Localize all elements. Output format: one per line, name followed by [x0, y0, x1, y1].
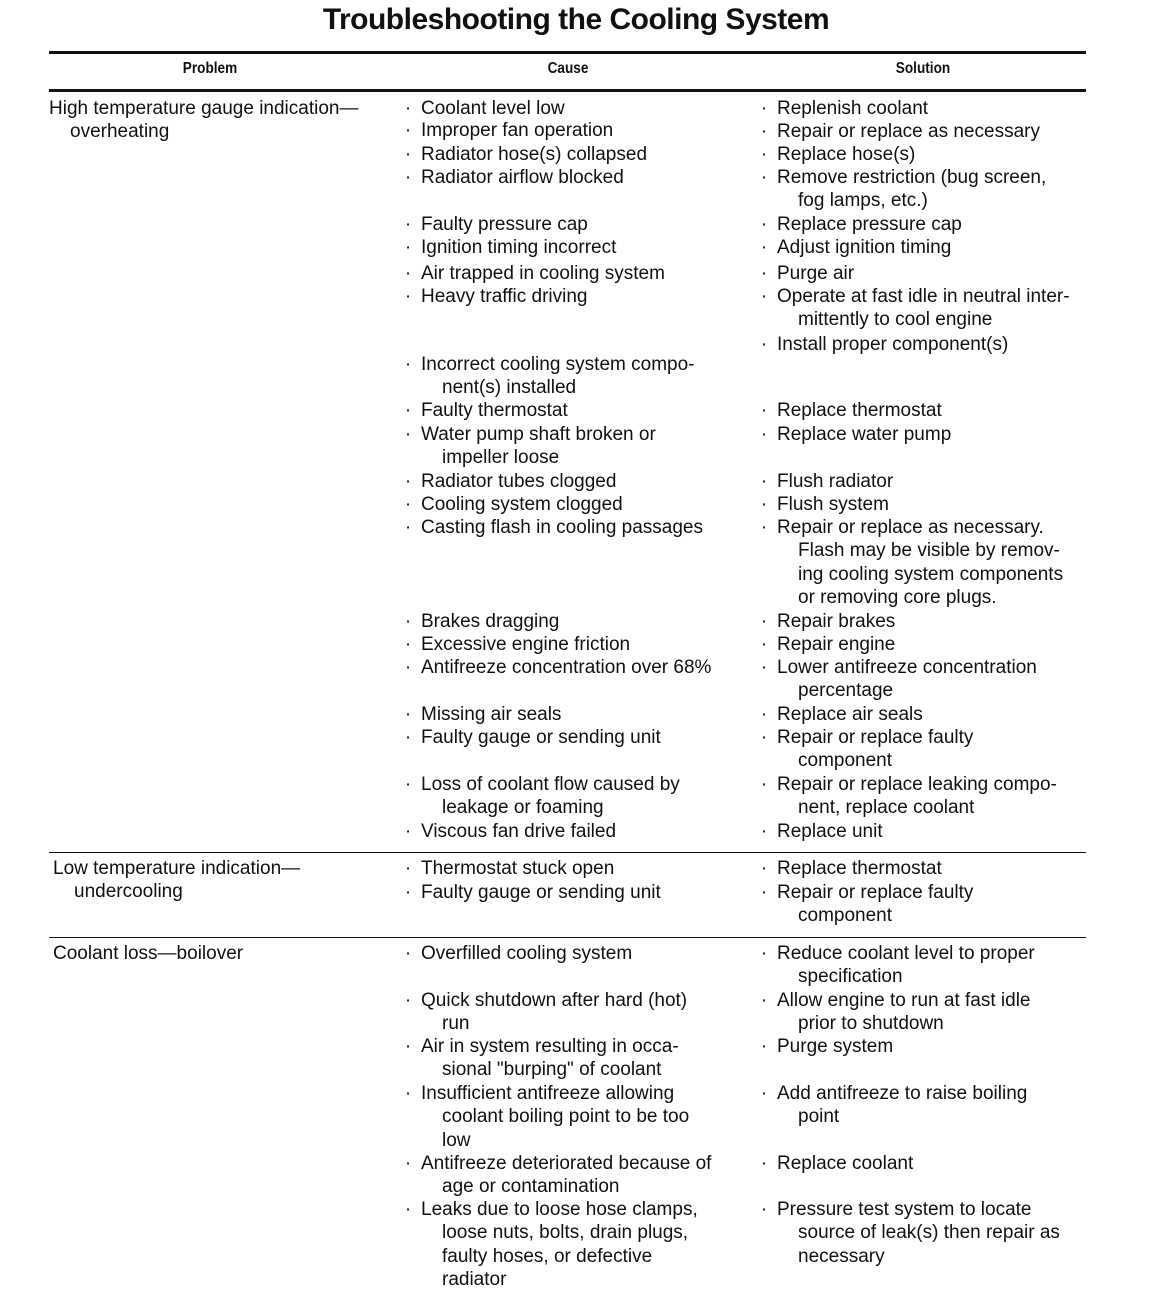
bullet-icon: · [760, 263, 768, 284]
solution-item-line [760, 308, 992, 331]
cause-item-line [404, 1035, 679, 1058]
bullet-icon: · [760, 1036, 768, 1057]
cause-item-line [404, 633, 630, 656]
bullet-icon: · [404, 1153, 412, 1174]
cause-item-line [404, 446, 559, 469]
solution-item-line [760, 1035, 893, 1058]
solution-item-text: component [798, 905, 893, 927]
cause-item-text: Faulty gauge or sending unit [421, 882, 661, 903]
cause-item-line [404, 820, 616, 843]
bullet-icon: · [760, 334, 768, 355]
cause-item-text: Insufficient antifreeze allowing [421, 1083, 675, 1104]
solution-item-line [760, 904, 892, 927]
cause-item-text: Radiator hose(s) collapsed [421, 144, 648, 165]
bullet-icon: · [404, 424, 412, 445]
solution-item-text: necessary [798, 1245, 885, 1267]
cause-item-line [404, 703, 561, 726]
problem-text: High temperature gauge indication— [49, 98, 359, 119]
solution-item-text: Replace coolant [777, 1153, 914, 1174]
solution-item-text: Repair or replace faulty [777, 727, 974, 748]
solution-item-text: Replenish coolant [777, 98, 929, 119]
solution-item-line [760, 236, 951, 259]
bullet-icon: · [404, 263, 412, 284]
solution-item-line [760, 399, 942, 422]
solution-item-line [760, 857, 942, 880]
bullet-icon: · [760, 1153, 768, 1174]
solution-item-line [760, 726, 973, 749]
solution-item-text: Pressure test system to locate [777, 1199, 1032, 1220]
solution-item-text: Purge air [777, 263, 855, 284]
solution-item-text: component [798, 750, 893, 772]
bullet-icon: · [760, 286, 768, 307]
solution-item-text: Flush system [777, 494, 889, 515]
problem-text: Low temperature indication— [53, 858, 301, 879]
bullet-icon: · [760, 517, 768, 538]
bullet-icon: · [404, 120, 412, 141]
solution-item-line [760, 656, 1037, 679]
solution-item-line [760, 97, 928, 120]
cause-item-line [404, 423, 656, 446]
bullet-icon: · [404, 494, 412, 515]
solution-item-text: Replace thermostat [777, 400, 942, 421]
solution-item-line [760, 189, 928, 212]
bullet-icon: · [404, 1083, 412, 1104]
bullet-icon: · [760, 214, 768, 235]
solution-item-text: Flush radiator [777, 471, 894, 492]
cause-item-text: Cooling system clogged [421, 494, 623, 515]
cause-item-text: Faulty thermostat [421, 400, 568, 421]
solution-item-line [760, 820, 883, 843]
bullet-icon: · [760, 943, 768, 964]
cause-item-line [404, 1105, 689, 1128]
bullet-icon: · [404, 98, 412, 119]
solution-item-line [760, 120, 1040, 143]
solution-item-line [760, 563, 1063, 586]
cause-item-line [404, 857, 614, 880]
solution-item-line [760, 1012, 944, 1035]
bullet-icon: · [404, 774, 412, 795]
solution-item-text: Repair or replace as necessary [777, 121, 1040, 142]
header-cause: Cause [547, 60, 589, 77]
solution-item-line [760, 262, 854, 285]
solution-item-line [760, 965, 903, 988]
bullet-icon: · [404, 1036, 412, 1057]
cause-item-line [404, 942, 632, 965]
solution-item-line [760, 679, 893, 702]
cause-item-line [404, 353, 695, 376]
cause-item-line [404, 881, 661, 904]
cause-item-line [404, 470, 616, 493]
solution-item-text: source of leak(s) then repair as [798, 1222, 1060, 1244]
solution-item-line [760, 796, 974, 819]
cause-item-text: Loss of coolant flow caused by [421, 774, 680, 795]
cause-item-text: Thermostat stuck open [421, 858, 615, 879]
bullet-icon: · [404, 286, 412, 307]
solution-item-text: Repair or replace as necessary. [777, 517, 1044, 538]
cause-item-line [404, 262, 665, 285]
solution-item-text: Remove restriction (bug screen, [777, 167, 1047, 188]
bullet-icon: · [760, 98, 768, 119]
cause-item-text: Viscous fan drive failed [421, 821, 617, 842]
cause-item-line [404, 1221, 688, 1244]
bullet-icon: · [760, 821, 768, 842]
bullet-icon: · [404, 657, 412, 678]
cause-item-text: Faulty gauge or sending unit [421, 727, 661, 748]
cause-item-line [404, 726, 661, 749]
cause-item-text: Radiator tubes clogged [421, 471, 617, 492]
bullet-icon: · [760, 727, 768, 748]
cause-item-line [404, 610, 559, 633]
cause-item-line [404, 773, 680, 796]
solution-item-line [760, 703, 923, 726]
cause-item-text: radiator [442, 1268, 507, 1290]
solution-item-line [760, 423, 951, 446]
cause-item-text: impeller loose [442, 447, 560, 469]
solution-item-line [760, 213, 962, 236]
bullet-icon: · [404, 727, 412, 748]
bullet-icon: · [760, 1199, 768, 1220]
solution-item-line [760, 633, 895, 656]
bullet-icon: · [760, 657, 768, 678]
bullet-icon: · [404, 144, 412, 165]
cause-item-line [404, 1152, 711, 1175]
cause-item-line [404, 1268, 506, 1291]
solution-item-line [760, 881, 973, 904]
solution-item-text: point [798, 1106, 840, 1128]
cause-item-text: Water pump shaft broken or [421, 424, 656, 445]
solution-item-line [760, 1245, 885, 1268]
cause-item-text: Air in system resulting in occa- [421, 1036, 679, 1057]
cause-item-line [404, 143, 647, 166]
bullet-icon: · [760, 634, 768, 655]
solution-item-text: Allow engine to run at fast idle [777, 990, 1031, 1011]
bullet-icon: · [404, 634, 412, 655]
bullet-icon: · [404, 1199, 412, 1220]
solution-item-text: Repair engine [777, 634, 896, 655]
cause-item-line [404, 493, 623, 516]
bullet-icon: · [760, 471, 768, 492]
solution-item-line [760, 749, 892, 772]
cause-item-line [404, 166, 624, 189]
bullet-icon: · [760, 704, 768, 725]
cause-item-text: Ignition timing incorrect [421, 237, 617, 258]
cause-item-line [404, 236, 616, 259]
cause-item-line [404, 656, 711, 679]
solution-item-line [760, 773, 1057, 796]
solution-item-text: Operate at fast idle in neutral inter- [777, 286, 1070, 307]
cause-item-text: sional "burping" of coolant [442, 1059, 662, 1081]
cause-item-text: Excessive engine friction [421, 634, 631, 655]
bullet-icon: · [404, 990, 412, 1011]
row-divider [49, 937, 1086, 938]
top-rule [49, 51, 1086, 54]
solution-item-text: Adjust ignition timing [777, 237, 952, 258]
solution-item-line [760, 989, 1031, 1012]
solution-item-text: nent, replace coolant [798, 797, 975, 819]
solution-item-text: ing cooling system components [798, 563, 1064, 585]
cause-item-line [404, 1058, 661, 1081]
solution-item-line [760, 285, 1070, 308]
problem-text: undercooling [74, 881, 183, 903]
bullet-icon: · [404, 821, 412, 842]
solution-item-line [760, 539, 1060, 562]
bullet-icon: · [760, 144, 768, 165]
cause-item-text: Antifreeze concentration over 68% [421, 657, 712, 678]
cause-item-text: run [442, 1013, 470, 1035]
solution-item-text: Replace unit [777, 821, 883, 842]
bullet-icon: · [760, 400, 768, 421]
bullet-icon: · [404, 237, 412, 258]
bullet-icon: · [760, 1083, 768, 1104]
bullet-icon: · [760, 858, 768, 879]
solution-item-line [760, 333, 1008, 356]
solution-item-line [760, 143, 915, 166]
cause-item-text: Heavy traffic driving [421, 286, 588, 307]
bullet-icon: · [404, 167, 412, 188]
solution-item-line [760, 586, 997, 609]
solution-item-line [760, 470, 893, 493]
bullet-icon: · [404, 214, 412, 235]
bullet-icon: · [404, 471, 412, 492]
cause-item-text: age or contamination [442, 1176, 620, 1198]
page-title: Troubleshooting the Cooling System [322, 3, 830, 36]
cause-item-text: Quick shutdown after hard (hot) [421, 990, 688, 1011]
solution-item-line [760, 166, 1046, 189]
solution-item-text: Repair brakes [777, 611, 896, 632]
cause-item-text: nent(s) installed [442, 377, 577, 399]
solution-item-text: mittently to cool engine [798, 309, 993, 331]
cause-item-line [404, 1012, 469, 1035]
solution-item-line [760, 516, 1044, 539]
solution-item-text: Lower antifreeze concentration [777, 657, 1037, 678]
cause-item-line [404, 796, 604, 819]
header-solution: Solution [895, 60, 951, 77]
cause-item-line [404, 989, 687, 1012]
cause-item-text: Leaks due to loose hose clamps, [421, 1199, 698, 1220]
cause-item-line [404, 97, 565, 120]
cause-item-text: Radiator airflow blocked [421, 167, 624, 188]
cause-item-text: Coolant level low [421, 98, 565, 119]
bullet-icon: · [760, 494, 768, 515]
problem-text: overheating [70, 121, 170, 143]
solution-item-text: Reduce coolant level to proper [777, 943, 1035, 964]
cause-item-line [404, 376, 576, 399]
cause-item-line [404, 1245, 652, 1268]
bullet-icon: · [404, 858, 412, 879]
bullet-icon: · [760, 167, 768, 188]
cause-item-text: Antifreeze deteriorated because of [421, 1153, 712, 1174]
solution-item-line [760, 942, 1035, 965]
cause-item-text: Incorrect cooling system compo- [421, 354, 695, 375]
cause-item-text: Air trapped in cooling system [421, 263, 665, 284]
cause-item-text: leakage or foaming [442, 797, 604, 819]
bullet-icon: · [404, 882, 412, 903]
cause-item-text: loose nuts, bolts, drain plugs, [442, 1222, 689, 1244]
cause-item-line [404, 516, 703, 539]
solution-item-text: Flash may be visible by remov- [798, 540, 1060, 562]
cause-item-line [404, 1129, 471, 1152]
solution-item-text: percentage [798, 680, 894, 702]
cause-item-line [404, 1198, 698, 1221]
solution-item-text: Add antifreeze to raise boiling [777, 1083, 1028, 1104]
solution-item-line [760, 1152, 913, 1175]
solution-item-text: Replace water pump [777, 424, 952, 445]
cause-item-line [404, 1082, 674, 1105]
solution-item-text: or removing core plugs. [798, 586, 997, 608]
cause-item-text: faulty hoses, or defective [442, 1245, 653, 1267]
cause-item-text: Improper fan operation [421, 120, 614, 141]
bullet-icon: · [760, 774, 768, 795]
bullet-icon: · [760, 990, 768, 1011]
solution-item-text: Purge system [777, 1036, 894, 1057]
bullet-icon: · [404, 611, 412, 632]
solution-item-text: prior to shutdown [798, 1013, 944, 1035]
solution-item-line [760, 493, 889, 516]
solution-item-text: Replace pressure cap [777, 214, 962, 235]
bullet-icon: · [760, 237, 768, 258]
solution-item-line [760, 1221, 1060, 1244]
header-problem: Problem [182, 60, 238, 77]
bullet-icon: · [760, 121, 768, 142]
solution-item-line [760, 610, 895, 633]
bullet-icon: · [404, 400, 412, 421]
solution-item-text: Replace air seals [777, 704, 923, 725]
solution-item-text: Repair or replace leaking compo- [777, 774, 1057, 795]
bullet-icon: · [760, 611, 768, 632]
solution-item-text: Install proper component(s) [777, 334, 1009, 355]
problem-text: Coolant loss—boilover [53, 943, 244, 964]
solution-item-text: fog lamps, etc.) [798, 190, 928, 212]
cause-item-text: Overfilled cooling system [421, 943, 633, 964]
cause-item-line [404, 285, 588, 308]
bullet-icon: · [404, 704, 412, 725]
cause-item-line [404, 119, 613, 142]
cause-item-text: Brakes dragging [421, 611, 560, 632]
bullet-icon: · [760, 424, 768, 445]
cause-item-text: Faulty pressure cap [421, 214, 588, 235]
header-rule [49, 89, 1086, 92]
solution-item-line [760, 1198, 1032, 1221]
solution-item-text: Replace hose(s) [777, 144, 916, 165]
solution-item-line [760, 1082, 1027, 1105]
bullet-icon: · [404, 354, 412, 375]
solution-item-text: specification [798, 966, 903, 988]
solution-item-text: Repair or replace faulty [777, 882, 974, 903]
solution-item-line [760, 1105, 839, 1128]
bullet-icon: · [760, 882, 768, 903]
row-divider [49, 852, 1086, 853]
cause-item-line [404, 213, 588, 236]
cause-item-text: low [442, 1129, 471, 1151]
cause-item-line [404, 399, 568, 422]
cause-item-line [404, 1175, 619, 1198]
bullet-icon: · [404, 943, 412, 964]
bullet-icon: · [404, 517, 412, 538]
cause-item-text: Casting flash in cooling passages [421, 517, 704, 538]
solution-item-text: Replace thermostat [777, 858, 942, 879]
cause-item-text: coolant boiling point to be too [442, 1106, 690, 1128]
cause-item-text: Missing air seals [421, 704, 562, 725]
